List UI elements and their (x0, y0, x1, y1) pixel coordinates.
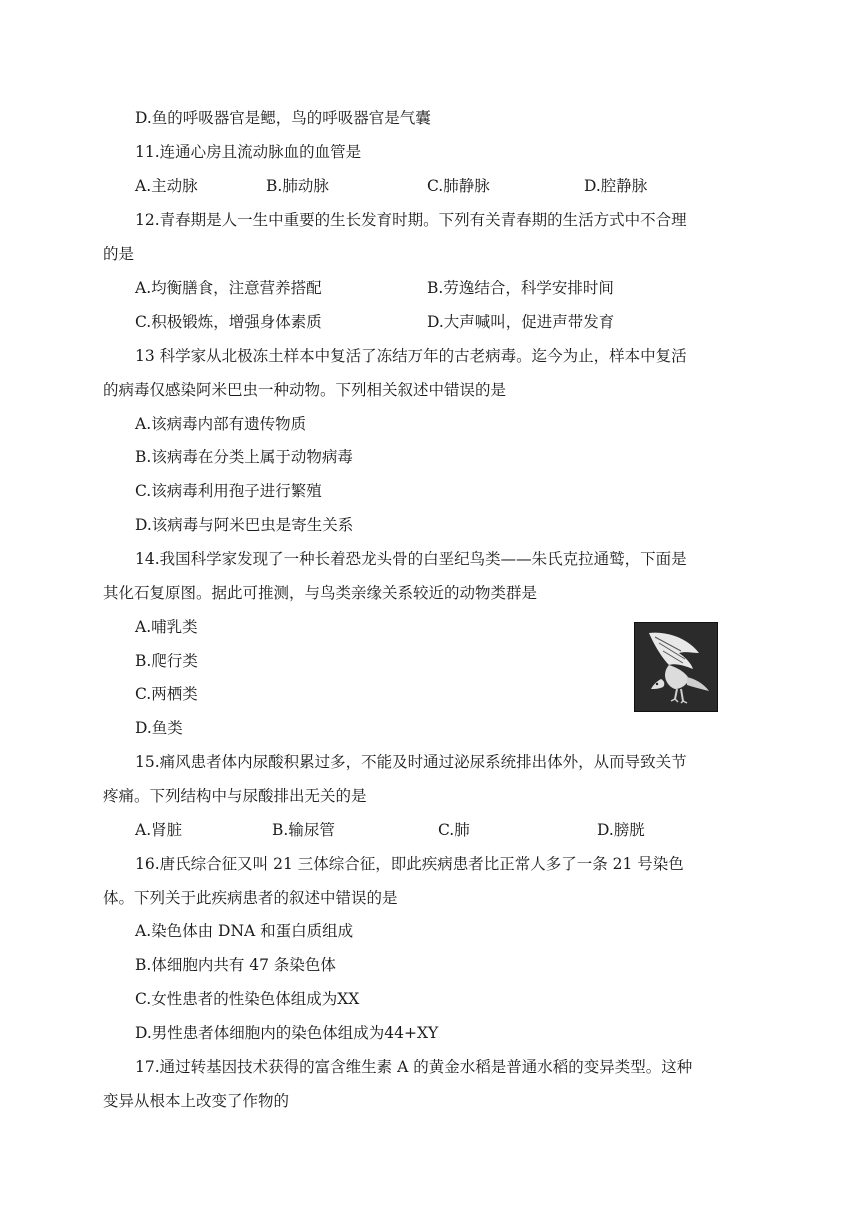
q15-option-a: A.肾脏 (135, 821, 183, 839)
q11-option-b: B.肺动脉 (266, 177, 329, 195)
q11-option-d: D.腔静脉 (584, 177, 648, 195)
q17-stem-line2: 变异从根本上改变了作物的 (103, 1092, 290, 1110)
q15-option-c: C.肺 (438, 821, 470, 839)
q13-stem-line2: 的病毒仅感染阿米巴虫一种动物。下列相关叙述中错误的是 (103, 381, 507, 399)
q14-stem-line2: 其化石复原图。据此可推测，与鸟类亲缘关系较近的动物类群是 (103, 584, 538, 602)
q12-stem-line2: 的是 (103, 245, 135, 263)
q14-option-b: B.爬行类 (135, 652, 198, 670)
q15-stem-line1: 15.痛风患者体内尿酸积累过多，不能及时通过泌尿系统排出体外，从而导致关节 (135, 753, 687, 771)
q12-option-a: A.均衡膳食，注意营养搭配 (135, 279, 322, 297)
q16-stem-line1: 16.唐氏综合征又叫 21 三体综合征，即此疾病患者比正常人多了一条 21 号染色 (135, 855, 684, 873)
q11-option-c: C.肺静脉 (427, 177, 490, 195)
q16-option-a: A.染色体由 DNA 和蛋白质组成 (135, 922, 354, 940)
q15-stem-line2: 疼痛。下列结构中与尿酸排出无关的是 (103, 787, 367, 805)
q11-stem: 11.连通心房且流动脉血的血管是 (135, 143, 362, 161)
q13-option-a: A.该病毒内部有遗传物质 (135, 415, 307, 433)
q14-option-d: D.鱼类 (135, 719, 183, 737)
q16-stem-line2: 体。下列关于此疾病患者的叙述中错误的是 (103, 889, 398, 907)
q14-option-c: C.两栖类 (135, 685, 198, 703)
q12-option-c: C.积极锻炼，增强身体素质 (135, 313, 322, 331)
q17-stem-line1: 17.通过转基因技术获得的富含维生素 A 的黄金水稻是普通水稻的变异类型。这种 (135, 1058, 693, 1076)
q11-option-a: A.主动脉 (135, 177, 198, 195)
q13-option-b: B.该病毒在分类上属于动物病毒 (135, 448, 353, 466)
q10-option-d: D.鱼的呼吸器官是鳃，鸟的呼吸器官是气囊 (135, 109, 431, 127)
q12-option-d: D.大声喊叫，促进声带发育 (427, 313, 615, 331)
q15-option-d: D.膀胱 (597, 821, 645, 839)
q13-option-c: C.该病毒利用孢子进行繁殖 (135, 482, 322, 500)
bird-fossil-illustration (635, 623, 717, 711)
fossil-bird-figure (634, 622, 718, 712)
q13-option-d: D.该病毒与阿米巴虫是寄生关系 (135, 516, 354, 534)
q12-stem-line1: 12.青春期是人一生中重要的生长发育时期。下列有关青春期的生活方式中不合理 (135, 211, 687, 229)
q12-option-b: B.劳逸结合，科学安排时间 (427, 279, 614, 297)
q13-stem-line1: 13 科学家从北极冻土样本中复活了冻结万年的古老病毒。迄今为止，样本中复活 (135, 347, 687, 365)
q15-option-b: B.输尿管 (272, 821, 335, 839)
q16-option-b: B.体细胞内共有 47 条染色体 (135, 956, 336, 974)
q14-stem-line1: 14.我国科学家发现了一种长着恐龙头骨的白垩纪鸟类——朱氏克拉通鹫，下面是 (135, 550, 687, 568)
q14-option-a: A.哺乳类 (135, 618, 198, 636)
q16-option-c: C.女性患者的性染色体组成为XX (135, 990, 360, 1008)
q16-option-d: D.男性患者体细胞内的染色体组成为44+XY (135, 1024, 439, 1042)
